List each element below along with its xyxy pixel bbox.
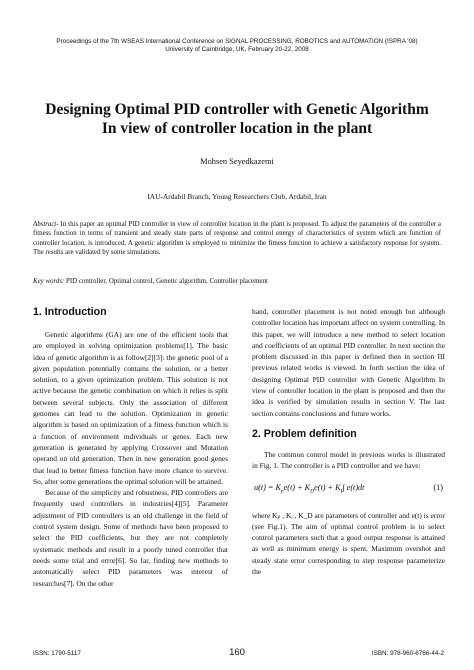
problem-paragraph-1: The common control model in previous works is illustrated in Fig. 1. The controller is a PID controller and we have: xyxy=(252,449,445,471)
page-number: 160 xyxy=(229,647,245,658)
abstract-label: Abstract- xyxy=(33,221,59,228)
section-2-heading: 2. Problem definition xyxy=(252,427,357,440)
header-line-2: University of Cambridge, UK, February 20-22, 2008 xyxy=(165,46,309,53)
conference-header xyxy=(0,38,474,54)
equation-body: $u(t) = K_pe(t) + K_De(t) + K_I\int$ e(t)dt xyxy=(254,482,365,495)
keywords xyxy=(33,277,441,286)
intro-paragraph-2: Because of the simplicity and robustness, PID controllers are frequently used controllers in industries[4][5]. Parameter adjustment of PID controllers is an old challenge in the field of control system design. Some of methods have been proposed to select the PID coefficients, but they are not completely systematic methods and result in a poorly tuned controller that needs some trial and error[6]. So far, finding new methods to automatically select PID parameters was interest of researches[7]. On the other xyxy=(33,488,228,588)
title-line-1: Designing Optimal PID controller with Genetic Algorithm xyxy=(45,101,429,118)
keywords-label: Key words: xyxy=(33,278,65,285)
keywords-text: PID controller, Optimal control, Genetic algorithm, Controller placement xyxy=(64,278,268,285)
section-1-heading: 1. Introduction xyxy=(33,306,107,318)
equation-number: (1) xyxy=(433,482,443,492)
paper-title xyxy=(20,100,454,138)
abstract xyxy=(33,220,441,258)
equation-1 xyxy=(252,475,445,505)
intro-paragraph-1: Genetic algorithms (GA) are one of the efficient tools that are employed in solving optimization problems[1]. The basic idea of genetic algorithm is as follow[2][3]: the genetic pool of a given population potentially contains the solution, or a better solution, to a given optimization problem. This solution is not active because the genetic combination on which it relies is split between several subjects. Only the association of different genomes can lead to the solution. Optimization in genetic algorithm is based on optimization of a fitness function which is a function of environment individuals or genes. Each new generation is generated by applying Crossover and Mutation operand on old generation. Then in new generation good genes that lead to better fitness function have more chance to survive. So, after some generations the optimal solution will be attained. xyxy=(33,330,228,486)
abstract-text: In this paper an optimal PID controller in view of controller location in the plant is proposed. To adjust the parameters of the controller a fitness function in terms of transient and steady state parts of response and control energy of characteristics of system which are function of controller location, is introduced. A genetic algorithm is employed to minimize the fitness function to achieve a satisfactory response for system. The results are validated by some simulations. xyxy=(33,221,441,257)
intro-paragraph-3: hand, controller placement is not noted enough but although controller location has important affect on system controlling. In this paper, we will introduce a new method to select location and coefficients of an optimal PID controller. In next section the problem discussed in this paper is defined then in section III previous related works is viewed. In forth section the idea of designing Optimal PID controller with Genetic Algorithm In view of controller location in the plant is proposed and then the idea is verified by simulation results in section V. The last section contains conclusions and future works. xyxy=(252,307,445,418)
footer-isbn: ISBN: 978-960-6766-44-2 xyxy=(371,650,444,657)
author-affiliation: IAU-Ardabil Branch, Young Researchers Club, Ardabil, Iran xyxy=(147,192,327,201)
author-name: Mohsen Seyedkazemi xyxy=(200,157,274,166)
problem-paragraph-2: where Kₚ , Kᵢ , K_D are parameters of controller and e(t) is error (see Fig.1). The aim of optimal control problem is to select control parameters such that a good output response is attained as well as minimum energy is spent. Maximum overshot and steady state error corresponding to step response parameterize the xyxy=(252,510,445,577)
footer-issn: ISSN: 1790-5117 xyxy=(33,650,81,657)
title-line-2: In view of controller location in the plant xyxy=(101,120,373,137)
left-column xyxy=(33,306,228,589)
header-line-1: Proceedings of the 7th WSEAS International Conference on SIGNAL PROCESSING, ROBOTICS and AUTOMATION (ISPRA '08) xyxy=(56,38,418,45)
right-column xyxy=(252,306,445,577)
